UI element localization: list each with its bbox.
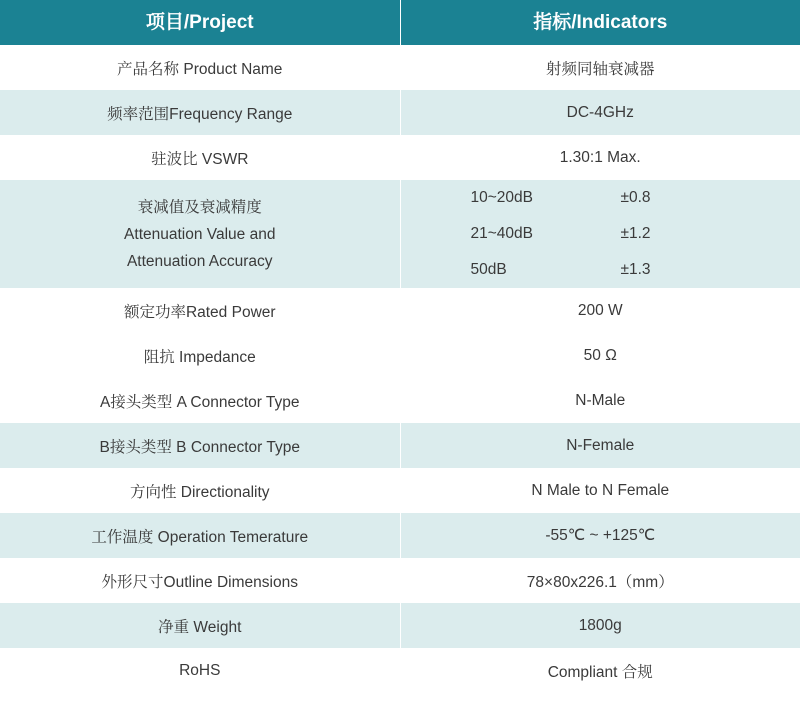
row-label-b-connector-type: B接头类型 B Connector Type bbox=[0, 423, 400, 468]
attenuation-label-line-3: Attenuation Accuracy bbox=[126, 252, 273, 270]
row-label-attenuation bbox=[0, 180, 400, 288]
attenuation-range: 50dB bbox=[470, 261, 507, 278]
attenuation-entry bbox=[401, 216, 800, 252]
attenuation-label-line-1: 衰减值及衰减精度 bbox=[137, 198, 262, 216]
table-body bbox=[0, 45, 800, 693]
attenuation-range: 21~40dB bbox=[470, 225, 533, 242]
attenuation-accuracy: ±1.2 bbox=[620, 225, 651, 242]
row-label-a-connector-type: A接头类型 A Connector Type bbox=[0, 378, 400, 423]
table-row bbox=[0, 513, 800, 558]
table-row bbox=[0, 468, 800, 513]
attenuation-label-line-2: Attenuation Value and bbox=[124, 225, 276, 243]
row-label-frequency-range: 频率范围Frequency Range bbox=[0, 90, 400, 135]
row-label-vswr: 驻波比 VSWR bbox=[0, 135, 400, 180]
row-value-operation-temperature: -55℃ ~ +125℃ bbox=[400, 513, 800, 558]
header-row bbox=[0, 0, 800, 45]
row-label-product-name: 产品名称 Product Name bbox=[0, 45, 400, 90]
table-row bbox=[0, 378, 800, 423]
row-label-directionality: 方向性 Directionality bbox=[0, 468, 400, 513]
row-value-rated-power: 200 W bbox=[400, 288, 800, 333]
row-label-weight: 净重 Weight bbox=[0, 603, 400, 648]
table-row bbox=[0, 333, 800, 378]
table-row bbox=[0, 558, 800, 603]
header-indicators: 指标/Indicators bbox=[400, 0, 800, 45]
attenuation-entry bbox=[401, 180, 800, 216]
row-value-frequency-range: DC-4GHz bbox=[400, 90, 800, 135]
attenuation-range: 10~20dB bbox=[470, 189, 533, 206]
table-row bbox=[0, 603, 800, 648]
row-value-directionality: N Male to N Female bbox=[400, 468, 800, 513]
row-label-outline-dimensions: 外形尺寸Outline Dimensions bbox=[0, 558, 400, 603]
table-row-attenuation bbox=[0, 180, 800, 288]
table-row bbox=[0, 648, 800, 693]
header-project: 项目/Project bbox=[0, 0, 400, 45]
row-value-outline-dimensions: 78×80x226.1（mm） bbox=[400, 558, 800, 603]
row-value-weight: 1800g bbox=[400, 603, 800, 648]
row-value-impedance: 50 Ω bbox=[400, 333, 800, 378]
row-value-b-connector-type: N-Female bbox=[400, 423, 800, 468]
attenuation-accuracy: ±1.3 bbox=[620, 261, 651, 278]
row-value-a-connector-type: N-Male bbox=[400, 378, 800, 423]
table-row bbox=[0, 288, 800, 333]
row-label-rohs: RoHS bbox=[0, 648, 400, 693]
table-row bbox=[0, 45, 800, 90]
row-label-impedance: 阻抗 Impedance bbox=[0, 333, 400, 378]
table-header bbox=[0, 0, 800, 45]
row-label-operation-temperature: 工作温度 Operation Temerature bbox=[0, 513, 400, 558]
row-value-rohs: Compliant 合规 bbox=[400, 648, 800, 693]
attenuation-accuracy: ±0.8 bbox=[620, 189, 651, 206]
table-row bbox=[0, 423, 800, 468]
table-row bbox=[0, 90, 800, 135]
table-row bbox=[0, 135, 800, 180]
attenuation-entry bbox=[401, 252, 800, 288]
row-label-rated-power: 额定功率Rated Power bbox=[0, 288, 400, 333]
row-value-vswr: 1.30:1 Max. bbox=[400, 135, 800, 180]
row-value-product-name: 射频同轴衰减器 bbox=[400, 45, 800, 90]
row-value-attenuation bbox=[400, 180, 800, 288]
